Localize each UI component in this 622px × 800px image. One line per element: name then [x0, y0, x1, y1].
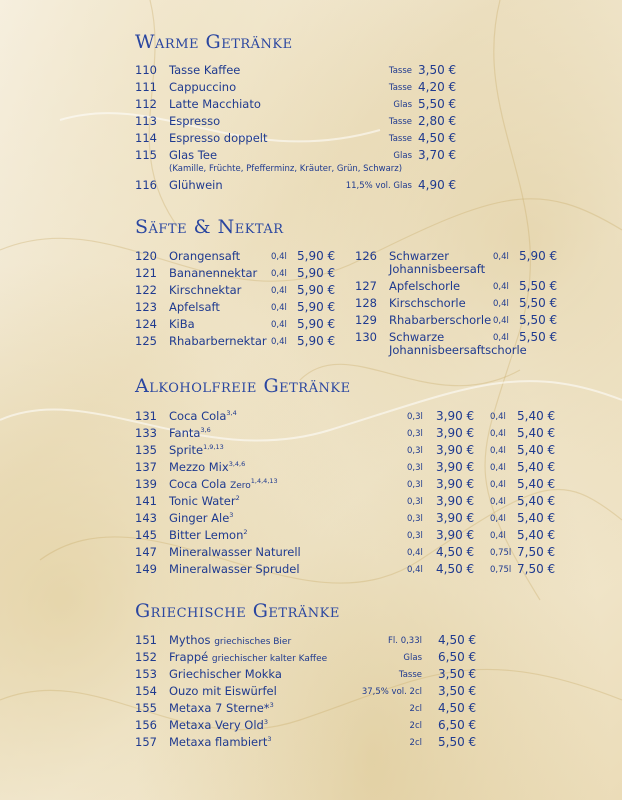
item-name-text: Tonic Water: [169, 494, 236, 508]
item-price-2: 5,40 €: [517, 426, 556, 440]
item-name-text: Metaxa flambiert: [169, 735, 268, 749]
item-price: 6,50 €: [438, 718, 477, 732]
item-unit: 2cl: [409, 704, 422, 714]
item-name: [169, 717, 268, 734]
item-unit: Tasse: [388, 66, 412, 76]
item-number: 149: [135, 562, 157, 576]
item-volume-1: 0,3l: [407, 497, 423, 507]
item-volume-2: 0,4l: [490, 514, 506, 524]
item-number: 113: [135, 114, 157, 128]
item-number: 145: [135, 528, 157, 542]
item-volume-2: 0,4l: [490, 497, 506, 507]
item-unit: Tasse: [398, 670, 422, 680]
item-number: 120: [135, 249, 157, 263]
item-name: Espresso: [169, 114, 221, 128]
item-price-2: 5,40 €: [517, 460, 556, 474]
item-price-2: 5,40 €: [517, 409, 556, 423]
item-number: 124: [135, 317, 157, 331]
item-name: Glas Tee: [169, 148, 218, 162]
item-price: 4,50 €: [418, 131, 457, 145]
item-price: 5,90 €: [297, 334, 336, 348]
item-unit: 2cl: [409, 738, 422, 748]
item-number: 143: [135, 511, 157, 525]
menu-item: [355, 248, 622, 276]
item-price: 5,90 €: [297, 300, 336, 314]
menu-item: [355, 329, 622, 357]
item-number: 139: [135, 477, 157, 491]
item-price-1: 3,90 €: [436, 477, 475, 491]
item-number: 116: [135, 178, 157, 192]
item-number: 147: [135, 545, 157, 559]
item-unit: Glas: [393, 100, 412, 110]
additive-footnote: 3,6: [200, 426, 211, 435]
item-unit: Glas: [393, 151, 412, 161]
item-volume-2: 0,4l: [490, 429, 506, 439]
item-price: 3,50 €: [438, 667, 477, 681]
item-name: [169, 700, 274, 717]
menu-item: [135, 79, 622, 96]
item-name: Cappuccino: [169, 80, 237, 94]
item-price: 4,20 €: [418, 80, 457, 94]
item-name: [169, 459, 245, 476]
item-name-text: Coca Cola: [169, 477, 227, 491]
item-name: Espresso doppelt: [169, 131, 268, 145]
section-title-warm: Warme Getränke: [135, 31, 293, 53]
item-price: 5,50 €: [418, 97, 457, 111]
item-number: 112: [135, 97, 157, 111]
item-number: 153: [135, 667, 157, 681]
item-price: 5,50 €: [519, 279, 558, 293]
item-price: 5,90 €: [297, 317, 336, 331]
menu-item: [135, 717, 622, 734]
item-volume: 0,4l: [271, 337, 287, 347]
menu-item: [135, 493, 622, 510]
menu-item: [135, 113, 622, 130]
item-price: 5,50 €: [519, 313, 558, 327]
item-volume-2: 0,4l: [490, 446, 506, 456]
item-price: 5,90 €: [297, 266, 336, 280]
item-name: [169, 442, 224, 459]
additive-footnote: 3: [269, 701, 274, 710]
item-volume-1: 0,3l: [407, 514, 423, 524]
menu-item: [135, 96, 622, 113]
menu-item: [135, 649, 622, 666]
tea-varieties-note: (Kamille, Früchte, Pfefferminz, Kräuter, Grün, Schwarz): [169, 164, 403, 174]
item-name: [169, 666, 282, 683]
section-title-softdrinks: Alkoholfreie Getränke: [135, 375, 351, 397]
menu-item: [135, 425, 622, 442]
item-number: 135: [135, 443, 157, 457]
item-unit: Tasse: [388, 117, 412, 127]
item-number: 154: [135, 684, 157, 698]
item-price-1: 3,90 €: [436, 409, 475, 423]
item-number: 127: [355, 279, 377, 293]
item-name: Apfelsaft: [169, 300, 220, 314]
additive-footnote: 2: [235, 494, 240, 503]
item-price: 4,90 €: [418, 178, 457, 192]
menu-item: [355, 295, 622, 312]
item-name: [169, 734, 272, 751]
item-name: Schwarzer: [389, 249, 449, 263]
item-name: Apfelschorle: [389, 279, 461, 293]
item-name: Rhabarbernektar: [169, 334, 267, 348]
item-number: 114: [135, 131, 157, 145]
menu-item: [135, 527, 622, 544]
item-price-2: 5,40 €: [517, 443, 556, 457]
item-volume-2: 0,4l: [490, 480, 506, 490]
menu-item: [135, 544, 622, 561]
item-volume: 0,4l: [493, 299, 509, 309]
item-name: Kirschschorle: [389, 296, 466, 310]
item-name-text: Mezzo Mix: [169, 460, 229, 474]
item-volume: 0,4l: [493, 316, 509, 326]
item-name: Latte Macchiato: [169, 97, 261, 111]
item-name: [169, 544, 301, 561]
item-name-text: Metaxa 7 Sterne*: [169, 701, 270, 715]
item-price: 4,50 €: [438, 633, 477, 647]
item-name: Bananennektar: [169, 266, 258, 280]
item-name: Schwarze: [389, 330, 445, 344]
item-price: 6,50 €: [438, 650, 477, 664]
item-name: Tasse Kaffee: [169, 63, 241, 77]
item-price-2: 7,50 €: [517, 545, 556, 559]
item-unit: 37,5% vol. 2cl: [361, 687, 422, 697]
section-title-greek: Griechische Getränke: [135, 600, 340, 622]
item-volume-2: 0,4l: [490, 463, 506, 473]
item-name-text: Fanta: [169, 426, 201, 440]
menu-item: [355, 278, 622, 295]
item-name: [169, 683, 277, 700]
item-number: 125: [135, 334, 157, 348]
item-number: 129: [355, 313, 377, 327]
item-volume-2: 0,4l: [490, 531, 506, 541]
item-volume-1: 0,3l: [407, 429, 423, 439]
additive-footnote: 1,9,13: [203, 443, 224, 452]
item-name: Kirschnektar: [169, 283, 242, 297]
item-price-1: 4,50 €: [436, 562, 475, 576]
additive-footnote: 3,4: [226, 409, 237, 418]
item-volume-1: 0,4l: [407, 548, 423, 558]
item-volume: 0,4l: [271, 320, 287, 330]
item-unit: Tasse: [388, 134, 412, 144]
item-number: 121: [135, 266, 157, 280]
item-name-text: Mineralwasser Sprudel: [169, 562, 300, 576]
item-number: 128: [355, 296, 377, 310]
item-volume-2: 0,75l: [490, 565, 512, 575]
item-volume: 0,4l: [271, 252, 287, 262]
item-price: 4,50 €: [438, 701, 477, 715]
item-price-1: 4,50 €: [436, 545, 475, 559]
item-number: 155: [135, 701, 157, 715]
item-name-text: Mythos: [169, 633, 211, 647]
additive-footnote: 1,4,4,13: [250, 477, 278, 486]
item-volume-1: 0,4l: [407, 565, 423, 575]
item-unit: Tasse: [388, 83, 412, 93]
item-price-2: 5,40 €: [517, 511, 556, 525]
item-price-2: 7,50 €: [517, 562, 556, 576]
item-volume: 0,4l: [493, 252, 509, 262]
menu-item: [135, 147, 622, 164]
item-number: 111: [135, 80, 157, 94]
item-name: Orangensaft: [169, 249, 241, 263]
item-volume: 0,4l: [493, 333, 509, 343]
item-name: KiBa: [169, 317, 195, 331]
item-price: 3,50 €: [418, 63, 457, 77]
additive-footnote: 3: [263, 718, 268, 727]
item-price: 5,50 €: [519, 296, 558, 310]
item-name: [169, 408, 237, 425]
item-name: [169, 561, 300, 578]
item-name-text: Sprite: [169, 443, 204, 457]
item-price: 5,90 €: [297, 283, 336, 297]
item-volume-1: 0,3l: [407, 531, 423, 541]
item-number: 131: [135, 409, 157, 423]
item-name-text: Metaxa Very Old: [169, 718, 264, 732]
item-number: 156: [135, 718, 157, 732]
item-volume: 0,4l: [271, 303, 287, 313]
item-price-1: 3,90 €: [436, 511, 475, 525]
menu-item: [135, 561, 622, 578]
item-price-1: 3,90 €: [436, 528, 475, 542]
item-number: 151: [135, 633, 157, 647]
item-unit: Fl. 0,33l: [388, 636, 422, 646]
item-price-1: 3,90 €: [436, 460, 475, 474]
additive-footnote: 3: [267, 735, 272, 744]
item-number: 141: [135, 494, 157, 508]
additive-footnote: 3,4,6: [228, 460, 246, 469]
additive-footnote: 2: [243, 528, 248, 537]
item-name-line2: Johannisbeersaftschorle: [389, 343, 527, 357]
item-name-text: Mineralwasser Naturell: [169, 545, 301, 559]
item-name-text: Coca Cola: [169, 409, 227, 423]
item-name-line2: Johannisbeersaft: [389, 262, 486, 276]
item-name: Glühwein: [169, 178, 223, 192]
item-name: [169, 510, 233, 527]
menu-item: [135, 408, 622, 425]
item-name: [169, 493, 240, 510]
item-price-1: 3,90 €: [436, 426, 475, 440]
item-number: 137: [135, 460, 157, 474]
item-volume-1: 0,3l: [407, 480, 423, 490]
item-volume-1: 0,3l: [407, 463, 423, 473]
item-name-text: Griechischer Mokka: [169, 667, 282, 681]
item-number: 122: [135, 283, 157, 297]
item-price: 5,90 €: [297, 249, 336, 263]
menu-item: [135, 683, 622, 700]
item-price: 3,70 €: [418, 148, 457, 162]
menu-item: [355, 312, 622, 329]
item-number: 157: [135, 735, 157, 749]
menu-item: [135, 510, 622, 527]
section-title-juice: Säfte & Nektar: [135, 216, 284, 238]
item-price: 5,90 €: [519, 249, 558, 263]
item-volume: 0,4l: [271, 286, 287, 296]
menu-item: [135, 734, 622, 751]
item-name: [169, 425, 211, 442]
item-number: 123: [135, 300, 157, 314]
menu-item: [135, 130, 622, 147]
item-price: 5,50 €: [519, 330, 558, 344]
item-volume-1: 0,3l: [407, 412, 423, 422]
menu-item: [135, 62, 622, 79]
item-volume: 0,4l: [493, 282, 509, 292]
item-price-2: 5,40 €: [517, 477, 556, 491]
item-volume-2: 0,4l: [490, 412, 506, 422]
menu-item: [135, 177, 622, 194]
menu-item: [135, 442, 622, 459]
item-name-text: Ouzo mit Eiswürfel: [169, 684, 277, 698]
item-name-note: griechischer kalter Kaffee: [211, 654, 328, 664]
item-volume-1: 0,3l: [407, 446, 423, 456]
item-number: 110: [135, 63, 157, 77]
item-unit: 11,5% vol. Glas: [345, 181, 412, 191]
item-price-1: 3,90 €: [436, 494, 475, 508]
item-volume-2: 0,75l: [490, 548, 512, 558]
item-price-2: 5,40 €: [517, 494, 556, 508]
item-number: 115: [135, 148, 157, 162]
item-name-text: Frappé: [169, 650, 209, 664]
item-price-2: 5,40 €: [517, 528, 556, 542]
item-name-note: griechisches Bier: [214, 637, 292, 647]
item-name: Rhabarberschorle: [389, 313, 492, 327]
item-number: 126: [355, 249, 377, 263]
menu-item: [135, 632, 622, 649]
item-volume: 0,4l: [271, 269, 287, 279]
item-price-1: 3,90 €: [436, 443, 475, 457]
menu-item: [135, 666, 622, 683]
item-name: [169, 527, 248, 544]
menu-item: [135, 476, 622, 493]
item-unit: Glas: [403, 653, 422, 663]
item-unit: 2cl: [409, 721, 422, 731]
item-name-text: Bitter Lemon: [169, 528, 244, 542]
item-number: 130: [355, 330, 377, 344]
item-price: 5,50 €: [438, 735, 477, 749]
item-name-text: Ginger Ale: [169, 511, 230, 525]
item-number: 133: [135, 426, 157, 440]
item-name-note: Zero: [230, 481, 251, 491]
item-number: 152: [135, 650, 157, 664]
menu-item: [135, 459, 622, 476]
item-price: 3,50 €: [438, 684, 477, 698]
item-price: 2,80 €: [418, 114, 457, 128]
additive-footnote: 3: [229, 511, 234, 520]
menu-item: [135, 700, 622, 717]
